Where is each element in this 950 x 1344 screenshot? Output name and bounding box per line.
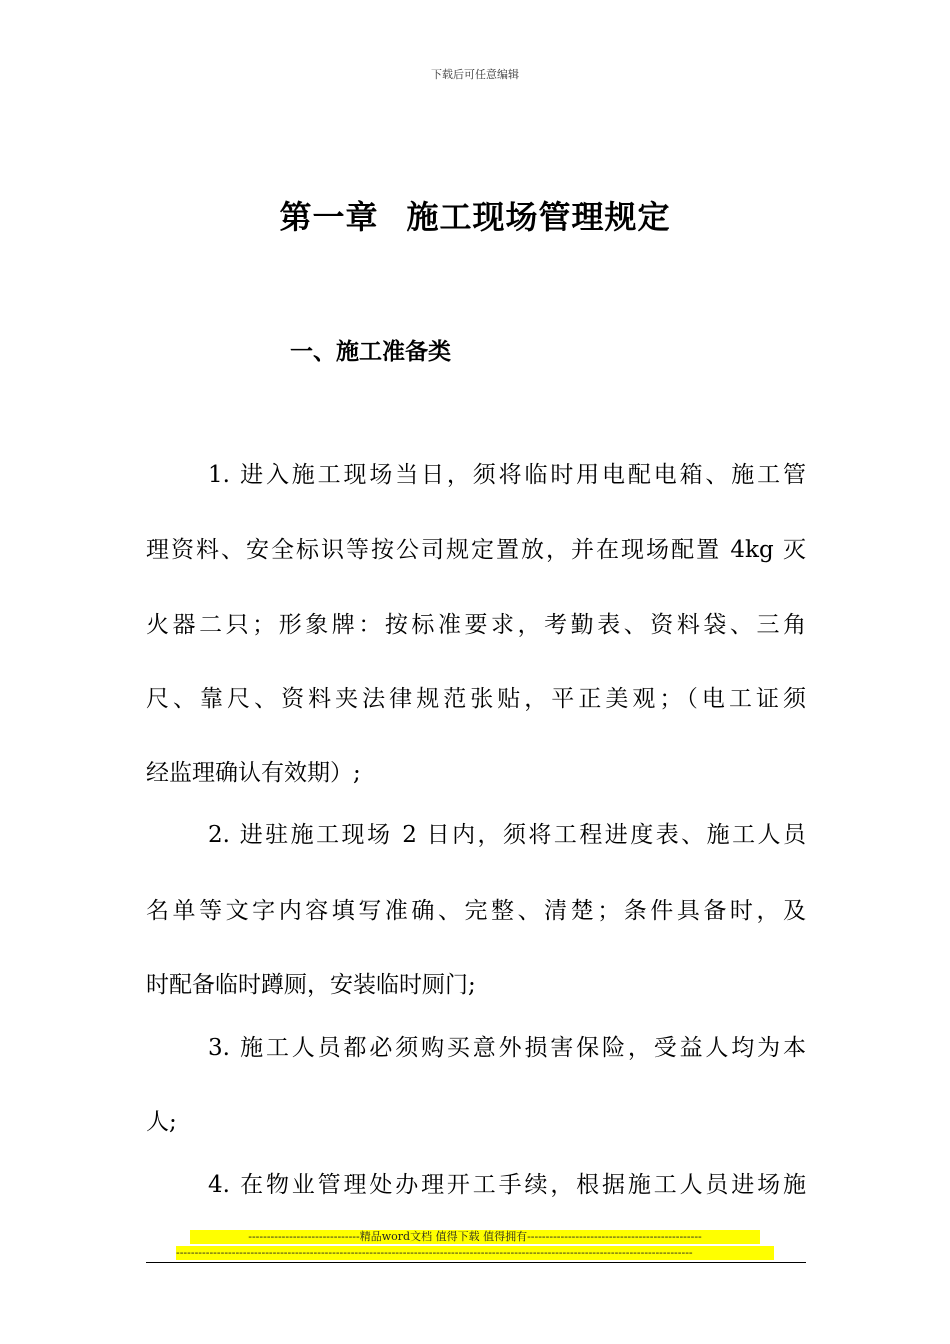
body-line: 人; [146, 1109, 177, 1135]
body-line: 经监理确认有效期）; [146, 760, 361, 786]
body-line: 3. 施工人员都必须购买意外损害保险，受益人均为本 [208, 1035, 806, 1061]
page-header: 下载后可任意编辑 [431, 68, 519, 81]
footer-dashes: ------------------------------------------------------------------------------------------------------------------------------------------- [176, 1246, 774, 1260]
chapter-title [0, 192, 950, 238]
body-line: 时配备临时蹲厕，安装临时厕门; [146, 972, 476, 998]
body-line: 火器二只；形象牌：按标准要求，考勤表、资料袋、三角 [146, 612, 806, 638]
body-line: 理资料、安全标识等按公司规定置放，并在现场配置 4kg 灭 [146, 537, 806, 563]
section-heading: 一、施工准备类 [290, 339, 451, 365]
body-line: 2. 进驻施工现场 2 日内，须将工程进度表、施工人员 [208, 822, 806, 848]
chapter-name: 施工现场管理规定 [406, 198, 671, 236]
body-line: 4. 在物业管理处办理开工手续，根据施工人员进场施 [208, 1172, 806, 1198]
chapter-number: 第一章 [279, 198, 379, 236]
body-line: 1. 进入施工现场当日，须将临时用电配电箱、施工管 [208, 462, 806, 488]
body-line: 尺、靠尺、资料夹法律规范张贴，平正美观；（电工证须 [146, 686, 806, 712]
footer-rule [146, 1262, 806, 1263]
footer-banner: ------------------------------精品word文档 值得下载 值得拥有----------------------------------------------- [190, 1230, 760, 1244]
body-line: 名单等文字内容填写准确、完整、清楚；条件具备时，及 [146, 898, 806, 924]
